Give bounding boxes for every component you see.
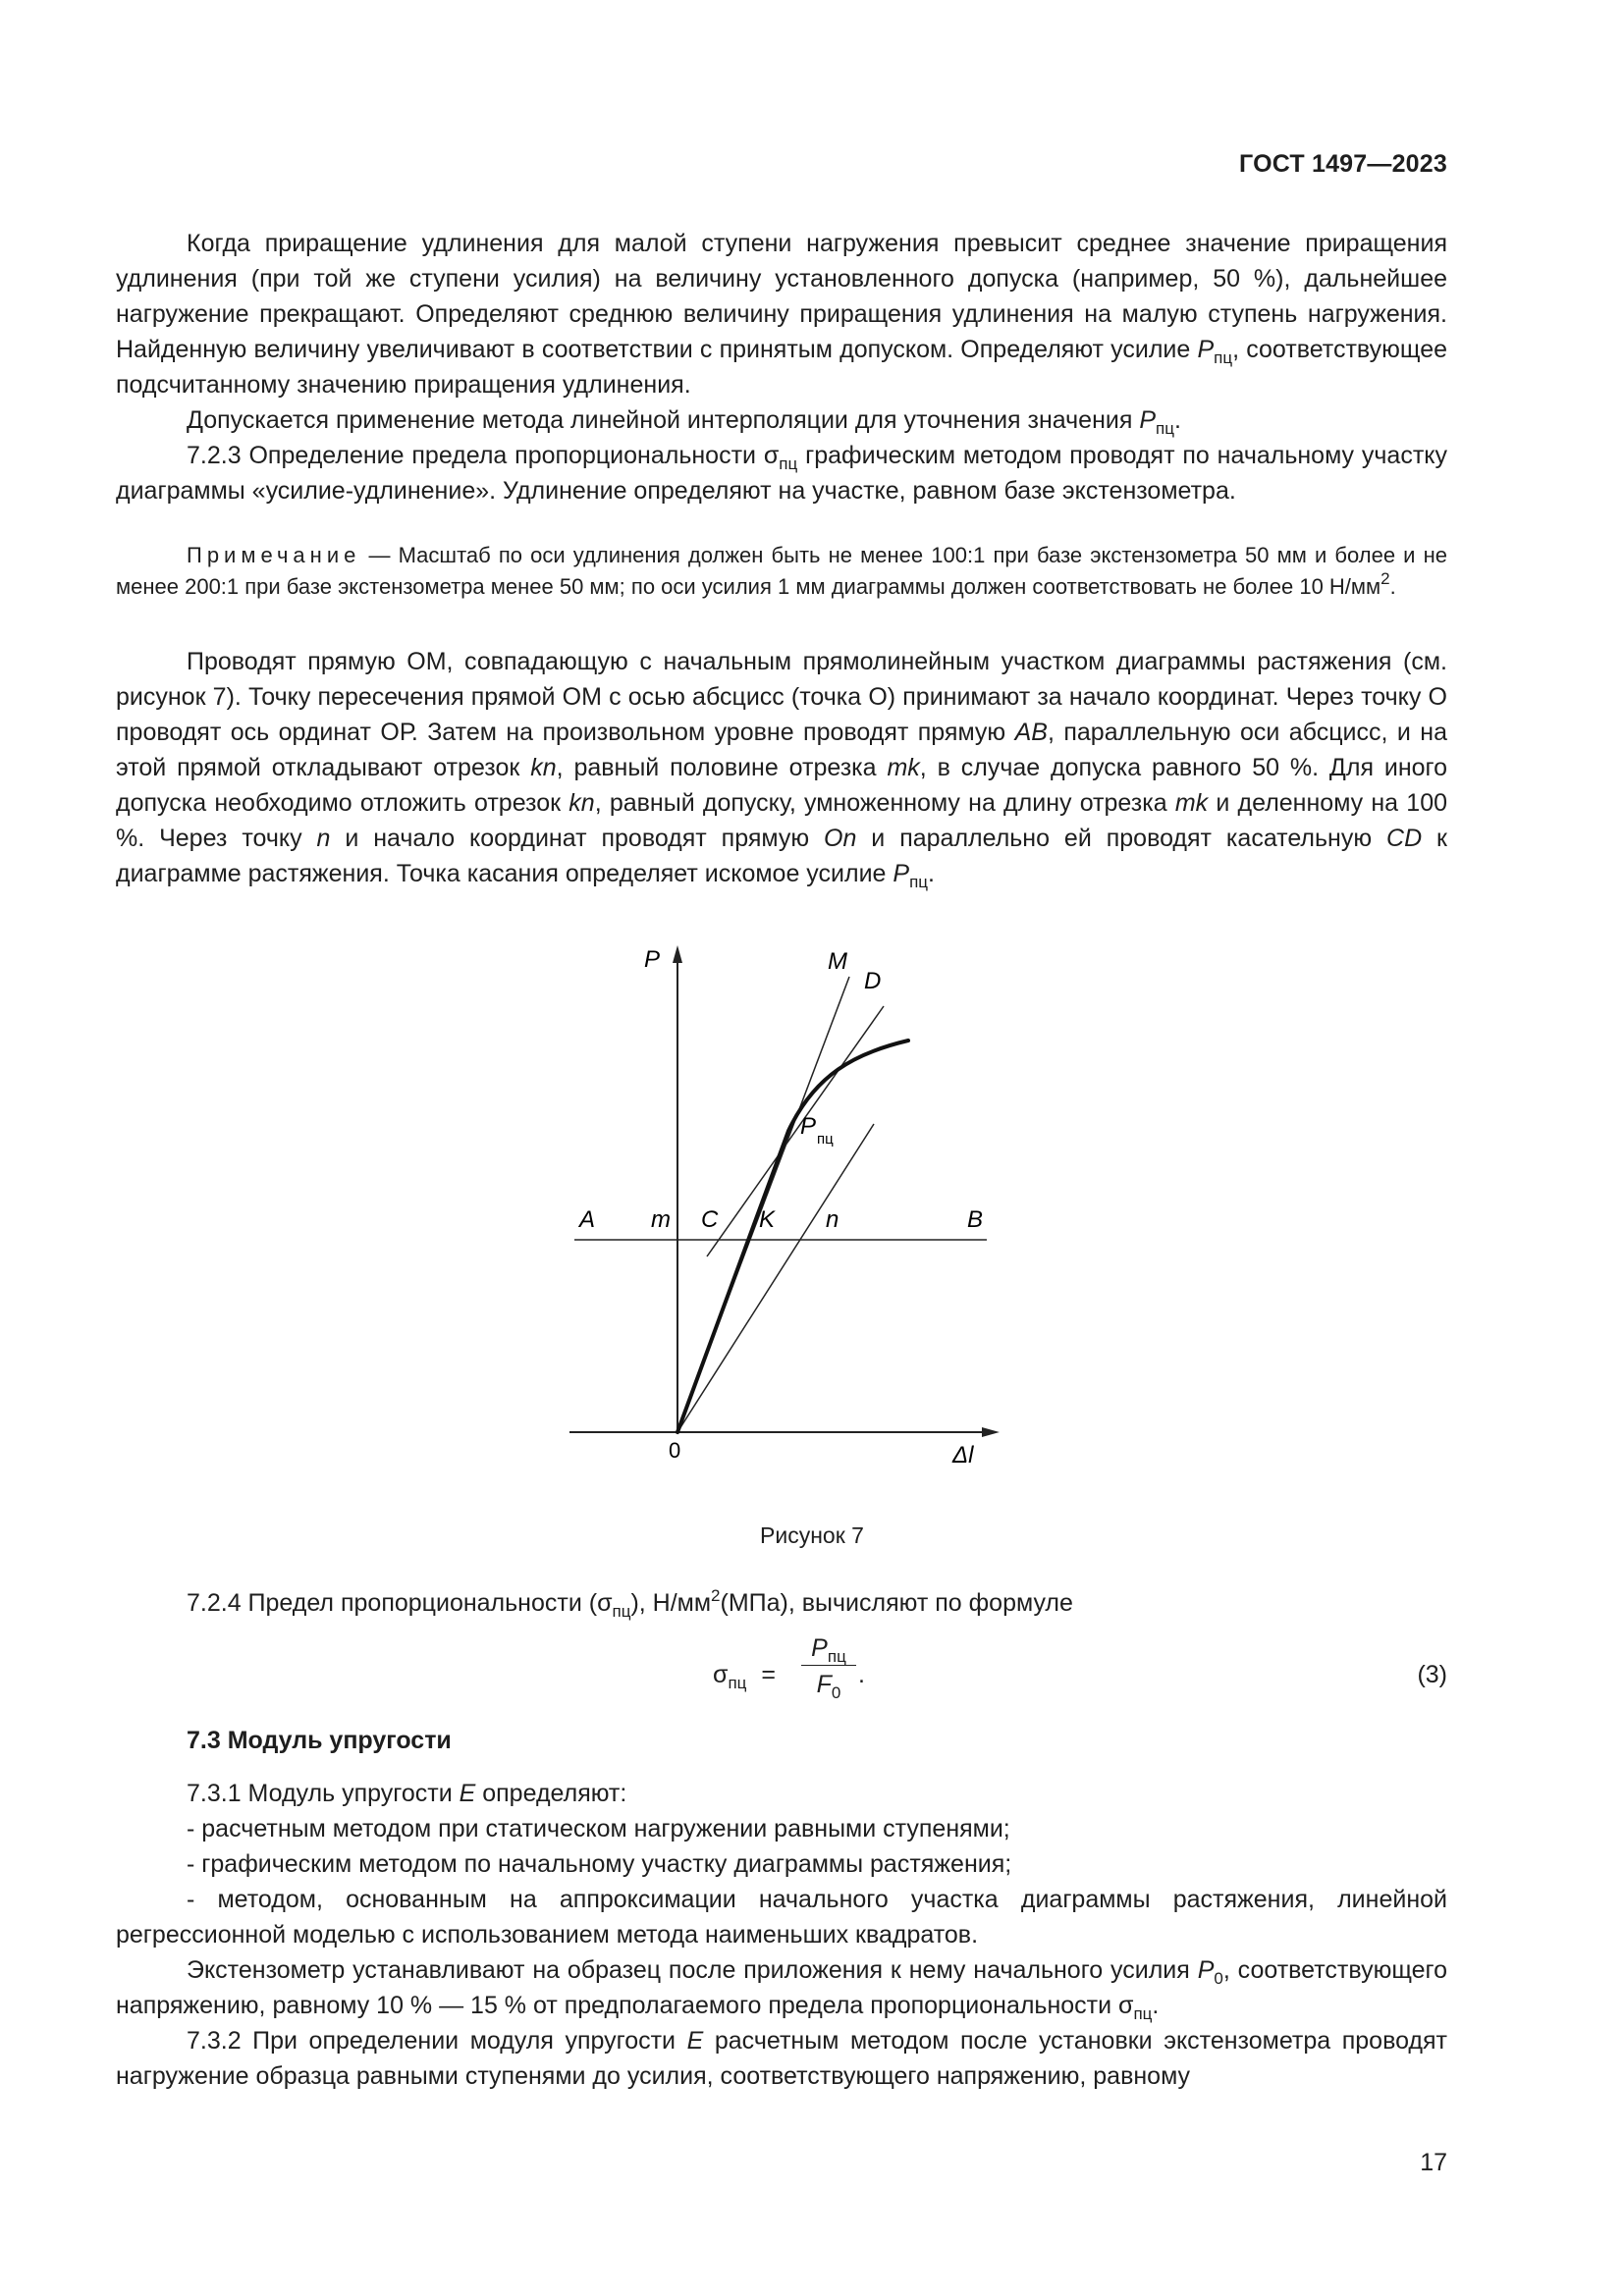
label-d: D [864,968,882,994]
paragraph-7-2-4: 7.2.4 Предел пропорциональности $(\sigma_{пц})$, $Н/мм^2(МПа)$, вычисляют по формуле [187,1586,1073,1621]
label-k: K [759,1206,776,1233]
bullet-item: - методом, основанным на аппроксимации начального участка диаграммы растяжения, линейной регрессионной моделью с использованием метода наименьших квадратов. [116,1886,1447,1949]
note-block [116,540,1447,603]
formula-number: (3) [1417,1661,1447,1688]
bullet-item: - графическим методом по начальному участку диаграммы растяжения; [187,1850,1012,1878]
paragraph-7-3-2: 7.3.2 При определении модуля упругости E расчетным методом после установки экстензометра проводят нагружение образца равными ступенями до усилия, соответствующего напряжению, равному [116,2027,1448,2090]
paragraph-2: Допускается применение метода линейной интерполяции для уточнения значения $P_{пц}$. [187,406,1181,438]
section-title: 7.3 Модуль упругости [187,1727,452,1754]
document-header: ГОСТ 1497—2023 [1239,150,1447,178]
label-b: B [967,1206,984,1233]
figure-caption: Рисунок 7 [760,1522,864,1548]
paragraph-1: Когда приращение удлинения для малой ступени нагружения превысит среднее значение приращения удлинения (при той же ступени усилия) на величину установленного допуска (например, 50 %), дальнейшее нагружение прекращают. Определяют среднюю величину приращения удлинения на малую ступень нагружения. Найденную величину увеличивают в соответствии с принятым допуском. Определяют усилие $P_{пц}$, соответствующее подсчитанному значению приращения удлинения. [116,230,1448,399]
text-block-7-2-4 [116,1585,1447,1621]
text-block-method [116,644,1447,891]
label-p: P [644,946,661,973]
paragraph-7-2-3: 7.2.3 Определение предела пропорциональности $\sigma_{пц}$ графическим методом проводят по начальному участку диаграммы «усилие-удлинение». Удлинение определяют на участке, равном базе экстензометра. [116,442,1447,505]
formula-lhs: $\sigma_{пц}$ = [713,1661,776,1692]
formula-dot: . [858,1661,865,1688]
label-n: n [826,1206,839,1233]
label-delta-l: Δl [952,1442,974,1468]
p-axis-arrow [673,945,682,963]
bullet-item: - расчетным методом при статическом нагружении равными ступенями; [187,1815,1010,1842]
figure-7 [560,937,1011,1468]
formula-fraction [801,1631,856,1703]
text-block-top [116,226,1447,508]
formula-3 [116,1634,1447,1718]
label-a: A [579,1206,596,1233]
label-origin: 0 [669,1438,681,1463]
label-ppc: P [800,1113,817,1140]
tension-curve [677,1041,908,1432]
label-c: C [701,1206,719,1233]
formula-numerator: $P_{пц}$ [811,1634,846,1666]
paragraph-extensometer: Экстензометр устанавливают на образец после приложения к нему начального усилия $P_0$, соответствующего напряжению, равному 10 % — 15 % от предполагаемого предела пропорциональности $\sigma_{пц}$. [116,1956,1447,2023]
force-elongation-diagram [560,937,1011,1468]
page-number: 17 [1420,2149,1447,2176]
note-label: Примечание [187,543,361,567]
label-ppc-sub: пц [817,1131,834,1148]
note-paragraph: Примечание — Масштаб по оси удлинения должен быть не менее 100:1 при базе экстензометра 50 мм и более и не менее 200:1 при базе экстензометра менее 50 мм; по оси усилия 1 мм диаграммы должен соответствовать не более 10 $Н/мм^2$. [116,543,1447,599]
paragraph-method: Проводят прямую ОМ, совпадающую с начальным прямолинейным участком диаграммы растяжения (см. рисунок 7). Точку пересечения прямой ОМ с осью абсцисс (точка О) принимают за начало координат. Через точку О проводят ось ординат ОР. Затем на произвольном уровне проводят прямую AB, параллельную оси абсцисс, и на этой прямой откладывают отрезок kn, равный половине отрезка mk, в случае допуска равного 50 %. Для иного допуска необходимо отложить отрезок kn, равный допуску, умноженному на длину отрезка mk и деленному на 100 %. Через точку n и начало координат проводят прямую On и параллельно ей проводят касательную CD к диаграмме растяжения. Точка касания определяет искомое усилие $P_{пц}$. [116,648,1448,891]
formula-denominator: $F_0$ [816,1671,841,1702]
paragraph-7-3-1: 7.3.1 Модуль упругости E определяют: [187,1780,627,1807]
dl-axis-arrow [982,1427,1000,1437]
section-7-3 [116,1723,1447,2094]
tangent-cd [707,1006,884,1256]
label-m: M [828,948,847,975]
label-m-point: m [651,1206,671,1233]
